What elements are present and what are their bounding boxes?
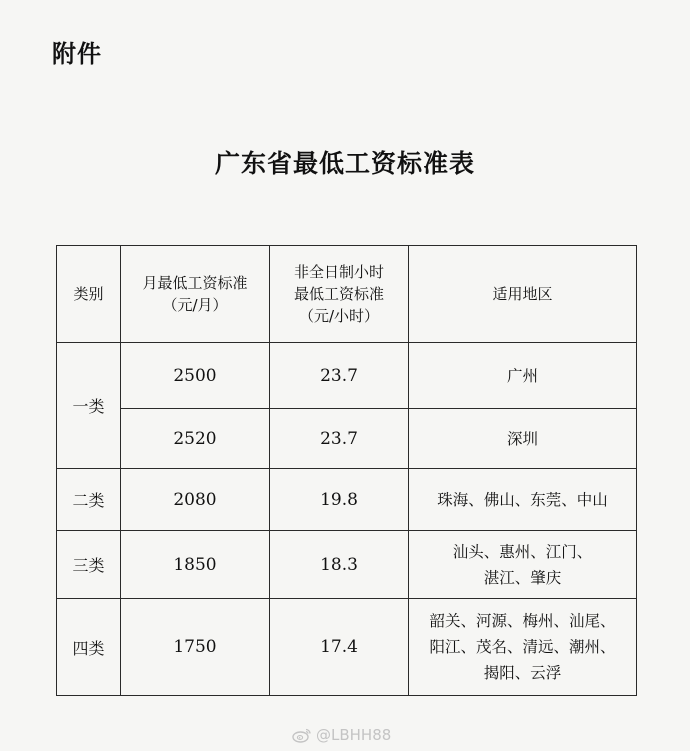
hourly-cell: 23.7 — [270, 409, 409, 469]
regions-cell — [409, 409, 637, 469]
table-row — [57, 531, 637, 599]
table-header-row — [57, 246, 637, 343]
region-line: 揭阳、云浮 — [483, 664, 562, 682]
header-regions — [409, 246, 637, 343]
hourly-cell: 18.3 — [270, 531, 409, 599]
header-hourly-line2: 最低工资标准 — [293, 285, 384, 303]
watermark — [292, 726, 391, 744]
header-category — [57, 246, 121, 343]
header-hourly-line3: （元/小时） — [298, 307, 380, 325]
regions-cell — [409, 599, 637, 696]
monthly-cell: 2500 — [121, 343, 270, 409]
region-line: 湛江、肇庆 — [483, 568, 562, 587]
header-monthly-line2: （元/月） — [162, 296, 228, 314]
table-row — [57, 343, 637, 409]
minimum-wage-table — [56, 245, 637, 696]
attachment-label: 附件 — [52, 40, 102, 68]
category-cell: 三类 — [57, 531, 121, 599]
monthly-cell: 2520 — [121, 409, 270, 469]
regions-cell — [409, 469, 637, 531]
regions-cell — [409, 531, 637, 599]
page-title: 广东省最低工资标准表 — [214, 149, 475, 178]
category-cell: 二类 — [57, 469, 121, 531]
table-row — [57, 409, 637, 469]
table-row — [57, 599, 637, 696]
region-line: 阳江、茂名、清远、潮州、 — [429, 638, 616, 656]
hourly-cell: 17.4 — [270, 599, 409, 696]
table-row — [57, 469, 637, 531]
header-hourly — [270, 246, 409, 343]
region-line: 汕头、惠州、江门、 — [452, 542, 593, 561]
weibo-logo-icon — [292, 727, 312, 743]
category-cell: 一类 — [57, 343, 121, 469]
hourly-cell: 19.8 — [270, 469, 409, 531]
header-monthly-line1: 月最低工资标准 — [142, 274, 248, 292]
category-cell: 四类 — [57, 599, 121, 696]
monthly-cell: 1750 — [121, 599, 270, 696]
monthly-cell: 1850 — [121, 531, 270, 599]
region-line: 广州 — [506, 366, 538, 385]
header-regions-label: 适用地区 — [492, 285, 553, 303]
header-monthly — [121, 246, 270, 343]
hourly-cell: 23.7 — [270, 343, 409, 409]
watermark-text: @LBHH88 — [316, 726, 392, 744]
header-hourly-line1: 非全日制小时 — [293, 263, 384, 281]
regions-cell — [409, 343, 637, 409]
region-line: 深圳 — [506, 429, 538, 448]
region-line: 韶关、河源、梅州、汕尾、 — [429, 612, 616, 630]
region-line: 珠海、佛山、东莞、中山 — [437, 490, 608, 509]
monthly-cell: 2080 — [121, 469, 270, 531]
header-category-label: 类别 — [73, 285, 104, 303]
